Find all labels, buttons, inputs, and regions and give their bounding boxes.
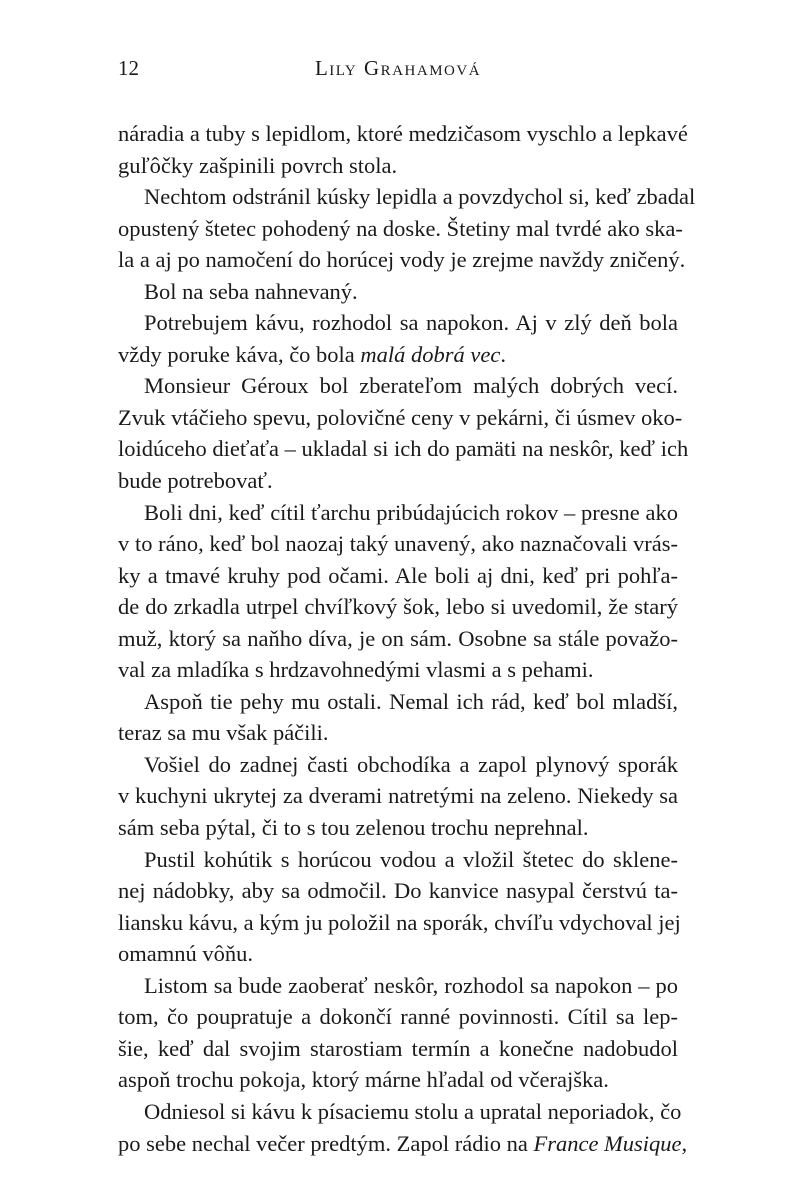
text-line <box>118 970 678 1002</box>
text-line-punctuation: , <box>681 1130 688 1156</box>
text-line <box>118 591 678 623</box>
text-line <box>118 623 678 655</box>
text-line <box>118 465 678 497</box>
text-line-main: aspoň trochu pokoja, ktorý márne hľadal od včerajška. <box>118 1067 609 1093</box>
text-line-main: náradia a tuby s lepidlom, ktoré medzičasom vyschlo a lepkavé <box>118 121 688 146</box>
text-line <box>118 307 678 339</box>
text-line-main: šie, keď dal svojim starostiam termín a konečne nadobudol <box>118 1035 678 1061</box>
text-line <box>118 433 689 465</box>
text-line <box>118 150 678 182</box>
text-line-main: guľôčky zašpinili povrch stola. <box>118 152 398 178</box>
text-line <box>118 654 678 686</box>
text-line-main: bude potrebovať. <box>118 468 273 494</box>
text-line <box>118 780 678 812</box>
running-head: Lily Grahamová <box>314 56 482 80</box>
text-line-main: Bol na seba nahnevaný. <box>144 278 358 304</box>
text-line-main: de do zrkadla utrpel chvíľkový šok, lebo si uvedomil, že starý <box>118 594 678 620</box>
text-line <box>118 497 678 529</box>
text-line-main: Aspoň tie pehy mu ostali. Nemal ich rád, keď bol mladší, <box>144 688 678 714</box>
text-line <box>118 244 686 276</box>
text-line <box>118 938 678 970</box>
page-number: 12 <box>118 56 139 80</box>
text-line-main: Zvuk vtáčieho spevu, polovičné ceny v pekárni, či úsmev oko- <box>118 404 683 430</box>
text-line <box>118 686 678 718</box>
text-line-main: sám seba pýtal, či to s tou zelenou trochu neprehnal. <box>118 815 589 841</box>
text-line-main: vždy poruke káva, čo bola <box>118 341 361 367</box>
text-line-main: Nechtom odstránil kúsky lepidla a povzdychol si, keď zbadal <box>144 184 696 210</box>
text-line <box>118 1064 678 1096</box>
text-line-main: Vošiel do zadnej časti obchodíka a zapol plynový sporák <box>144 751 678 777</box>
text-line-main: po sebe nechal večer predtým. Zapol rádio na <box>118 1130 534 1156</box>
text-line <box>118 1096 682 1128</box>
text-line-main: Potrebujem kávu, rozhodol sa napokon. Aj v zlý deň bola <box>144 310 678 336</box>
text-line-main: muž, ktorý sa naňho díva, je on sám. Osobne sa stále považo- <box>118 625 678 651</box>
page-header <box>118 56 678 86</box>
text-line-main: ky a tmavé kruhy pod očami. Ale boli aj dni, keď pri pohľa- <box>118 562 678 588</box>
text-line <box>118 1128 688 1160</box>
italic-phrase: France Musique <box>533 1130 682 1156</box>
text-line <box>118 1033 678 1065</box>
text-line-main: Monsieur Géroux bol zberateľom malých dobrých vecí. <box>144 373 678 399</box>
italic-phrase: malá dobrá vec <box>360 341 501 367</box>
text-line <box>118 560 678 592</box>
text-line-main: val za mladíka s hrdzavohnedými vlasmi a s pehami. <box>118 657 594 683</box>
body-text <box>118 118 696 1159</box>
text-line <box>118 213 683 245</box>
text-line-main: omamnú vôňu. <box>118 941 253 967</box>
text-line-main: opustený štetec pohodený na doske. Štetiny mal tvrdé ako ska- <box>118 215 683 241</box>
text-line-main: loidúceho dieťaťa – ukladal si ich do pamäti na neskôr, keď ich <box>118 436 689 462</box>
text-line <box>118 717 678 749</box>
text-line-main: nej nádobky, aby sa odmočil. Do kanvice nasypal čerstvú ta- <box>118 878 678 904</box>
text-line-main: tom, čo poupratuje a dokončí ranné povinnosti. Cítil sa lep- <box>118 1004 678 1030</box>
text-line <box>118 875 678 907</box>
text-line <box>118 181 696 213</box>
text-line-main: Pustil kohútik s horúcou vodou a vložil štetec do sklene- <box>144 846 678 872</box>
text-line <box>118 812 678 844</box>
text-line <box>118 402 683 434</box>
text-line <box>118 339 678 371</box>
text-line-main: teraz sa mu však páčili. <box>118 720 329 746</box>
text-line-main: liansku kávu, a kým ju položil na sporák, chvíľu vdychoval jej <box>118 909 681 935</box>
text-line-main: v kuchyni ukrytej za dverami natretými na zeleno. Niekedy sa <box>118 783 678 809</box>
text-line-punctuation: . <box>500 341 507 367</box>
text-line <box>118 370 678 402</box>
text-line <box>118 118 688 150</box>
text-line <box>118 749 678 781</box>
text-line <box>118 844 678 876</box>
text-line <box>118 1001 678 1033</box>
text-line-main: Listom sa bude zaoberať neskôr, rozhodol sa napokon – po <box>144 972 678 998</box>
text-line <box>118 276 678 308</box>
text-line <box>118 907 681 939</box>
text-line-main: Odniesol si kávu k písaciemu stolu a upratal neporiadok, čo <box>144 1098 682 1124</box>
text-line-main: v to ráno, keď bol naozaj taký unavený, ako naznačovali vrás- <box>118 531 678 557</box>
text-line <box>118 528 678 560</box>
text-line-main: Boli dni, keď cítil ťarchu pribúdajúcich rokov – presne ako <box>144 499 678 525</box>
text-line-main: la a aj po namočení do horúcej vody je zrejme navždy zničený. <box>118 247 686 273</box>
